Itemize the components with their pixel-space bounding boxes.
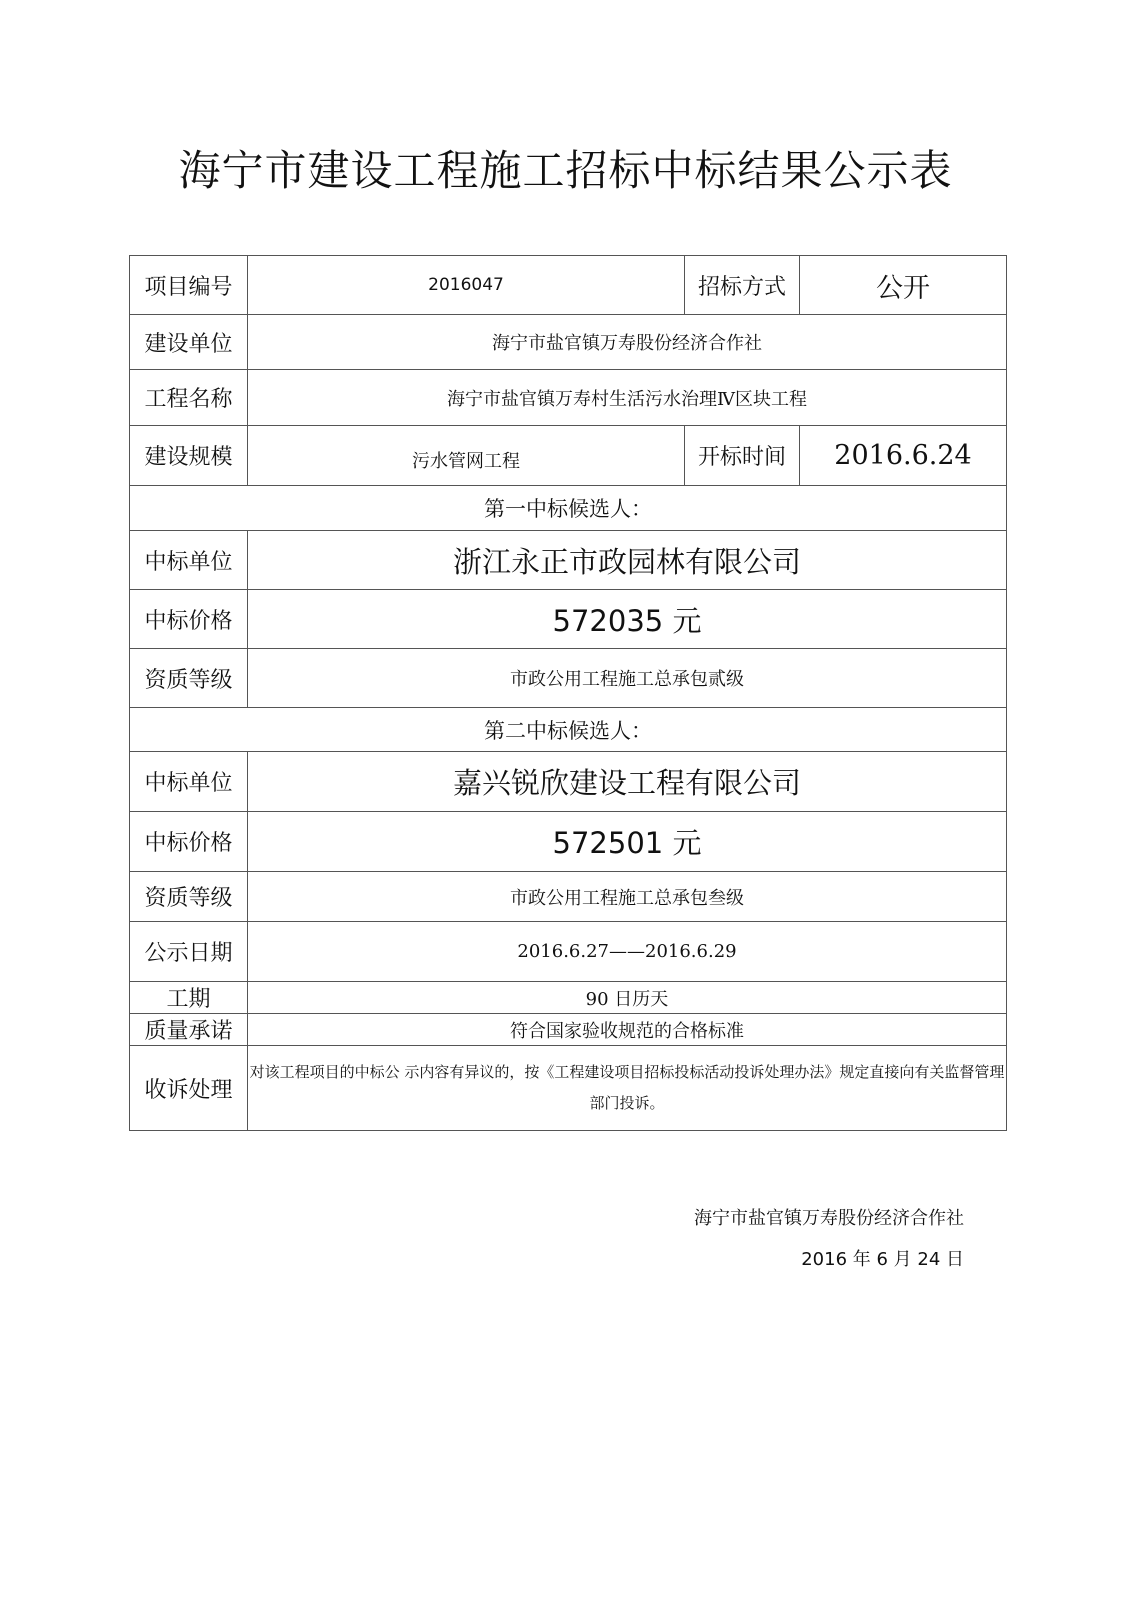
candidate-1-price-label: 中标价格	[130, 590, 248, 649]
candidate-1-unit-label: 中标单位	[130, 531, 248, 590]
builder-value: 海宁市盐官镇万寿股份经济合作社	[248, 315, 1007, 370]
row-period	[130, 982, 1007, 1014]
scale-label: 建设规模	[130, 426, 248, 486]
result-table	[129, 255, 1007, 1131]
complaint-value: 对该工程项目的中标公 示内容有异议的，按《工程建设项目招标投标活动投诉处理办法》规定直接向有关监督管理部门投诉。	[248, 1046, 1007, 1131]
candidate-2-heading: 第二中标候选人：	[130, 708, 1007, 752]
candidate-2-qual-value: 市政公用工程施工总承包叁级	[248, 872, 1007, 922]
row-candidate-1-unit	[130, 531, 1007, 590]
scale-value: 污水管网工程	[248, 426, 685, 486]
period-value: 90 日历天	[248, 982, 1007, 1014]
row-candidate-1-qual	[130, 649, 1007, 708]
page-title: 海宁市建设工程施工招标中标结果公示表	[178, 146, 953, 195]
candidate-1-heading: 第一中标候选人：	[130, 486, 1007, 531]
project-name-value: 海宁市盐官镇万寿村生活污水治理Ⅳ区块工程	[248, 370, 1007, 426]
candidate-2-unit-label: 中标单位	[130, 752, 248, 812]
candidate-2-price-value: 572501 元	[248, 812, 1007, 872]
candidate-1-price-value: 572035 元	[248, 590, 1007, 649]
project-name-label: 工程名称	[130, 370, 248, 426]
row-publicity-date	[130, 922, 1007, 982]
open-time-value: 2016.6.24	[800, 426, 1007, 486]
row-candidate-2-heading	[130, 708, 1007, 752]
row-project-code	[130, 256, 1007, 315]
row-candidate-2-qual	[130, 872, 1007, 922]
row-builder	[130, 315, 1007, 370]
builder-label: 建设单位	[130, 315, 248, 370]
row-candidate-1-heading	[130, 486, 1007, 531]
bid-method-label: 招标方式	[685, 256, 800, 315]
publicity-date-value: 2016.6.27——2016.6.29	[248, 922, 1007, 982]
quality-label: 质量承诺	[130, 1014, 248, 1046]
row-project-name	[130, 370, 1007, 426]
complaint-label: 收诉处理	[130, 1046, 248, 1131]
candidate-1-qual-label: 资质等级	[130, 649, 248, 708]
period-label: 工期	[130, 982, 248, 1014]
candidate-1-unit-value: 浙江永正市政园林有限公司	[248, 531, 1007, 590]
project-code-value: 2016047	[248, 256, 685, 315]
row-candidate-1-price	[130, 590, 1007, 649]
row-candidate-2-price	[130, 812, 1007, 872]
row-complaint	[130, 1046, 1007, 1131]
footer-organization: 海宁市盐官镇万寿股份经济合作社	[694, 1208, 964, 1229]
publicity-date-label: 公示日期	[130, 922, 248, 982]
candidate-2-qual-label: 资质等级	[130, 872, 248, 922]
row-candidate-2-unit	[130, 752, 1007, 812]
quality-value: 符合国家验收规范的合格标准	[248, 1014, 1007, 1046]
bid-method-value: 公开	[800, 256, 1007, 315]
row-quality	[130, 1014, 1007, 1046]
open-time-label: 开标时间	[685, 426, 800, 486]
footer-date: 2016 年 6 月 24 日	[801, 1249, 964, 1270]
project-code-label: 项目编号	[130, 256, 248, 315]
row-scale	[130, 426, 1007, 486]
candidate-2-price-label: 中标价格	[130, 812, 248, 872]
candidate-1-qual-value: 市政公用工程施工总承包贰级	[248, 649, 1007, 708]
candidate-2-unit-value: 嘉兴锐欣建设工程有限公司	[248, 752, 1007, 812]
